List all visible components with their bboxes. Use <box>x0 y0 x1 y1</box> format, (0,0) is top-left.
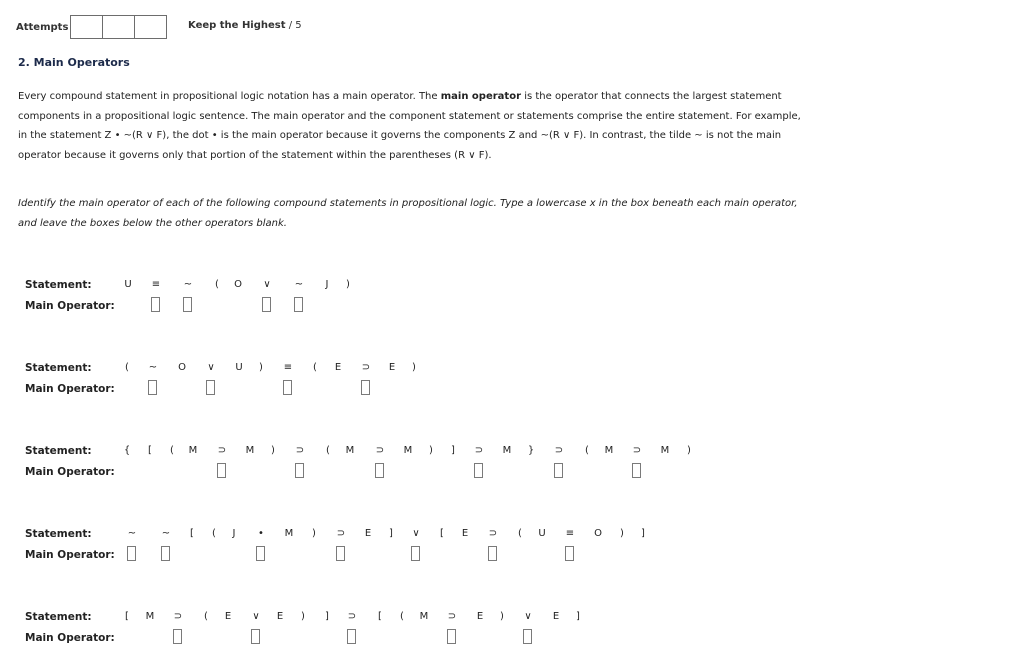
operator-answer-box[interactable] <box>632 463 641 478</box>
statement-symbol: ( <box>313 362 317 373</box>
statement-symbol: ≡ <box>151 279 161 290</box>
statement-label: Statement: <box>25 362 92 374</box>
statement-symbol: ⊃ <box>217 445 227 456</box>
operator-answer-box[interactable] <box>523 629 532 644</box>
statement-symbol: ] <box>325 611 329 622</box>
statement-symbol: M <box>419 611 429 622</box>
attempt-box-3 <box>134 15 167 39</box>
statement-label: Statement: <box>25 279 92 291</box>
statement-symbol: E <box>552 611 560 622</box>
main-operator-label: Main Operator: <box>25 549 115 561</box>
statement-symbol: ) <box>271 445 275 456</box>
statement-symbol: M <box>188 445 198 456</box>
statement-symbol: ) <box>259 362 263 373</box>
operator-answer-box[interactable] <box>295 463 304 478</box>
statement-symbol: J <box>325 279 329 290</box>
statement-symbol: M <box>403 445 413 456</box>
statement-symbol: ( <box>518 528 522 539</box>
attempts-policy-label: Keep the Highest <box>188 20 286 31</box>
statement-label: Statement: <box>25 445 92 457</box>
statement-symbol: ( <box>585 445 589 456</box>
statement-symbol: M <box>345 445 355 456</box>
statement-symbol: ( <box>170 445 174 456</box>
statement-symbol: ) <box>301 611 305 622</box>
statement-symbol: ~ <box>148 362 158 373</box>
statement-symbol: M <box>145 611 155 622</box>
statement-symbol: ∨ <box>252 611 260 622</box>
operator-answer-box[interactable] <box>447 629 456 644</box>
statement-symbol: ) <box>412 362 416 373</box>
intro-text-2: is the operator that connects the largest statement components in a propositional logic sentence. The main operator and the component statement or statements comprise the entire statement. For example, in the statement Z • ~(R ∨ F), the dot • is the main operator because it governs the components Z and ~(R ∨ F). In contrast, the tilde ~ is not the main operator because it governs only that portion of the statement within the parentheses (R ∨ F). <box>18 91 801 161</box>
statement-label: Statement: <box>25 528 92 540</box>
statement-symbol: ) <box>346 279 350 290</box>
statement-symbol: O <box>234 279 242 290</box>
statement-symbol: [ <box>190 528 194 539</box>
statement-symbol: M <box>604 445 614 456</box>
operator-answer-box[interactable] <box>361 380 370 395</box>
statement-symbol: { <box>123 445 131 456</box>
statement-symbol: ( <box>125 362 129 373</box>
operator-answer-box[interactable] <box>148 380 157 395</box>
statement-symbol: ( <box>212 528 216 539</box>
operator-answer-box[interactable] <box>217 463 226 478</box>
main-operator-label: Main Operator: <box>25 466 115 478</box>
statement-symbol: [ <box>148 445 152 456</box>
section-title: 2. Main Operators <box>18 56 130 69</box>
statement-symbol: ⊃ <box>295 445 305 456</box>
statement-symbol: ⊃ <box>375 445 385 456</box>
operator-answer-box[interactable] <box>173 629 182 644</box>
statement-symbol: ( <box>204 611 208 622</box>
statement-symbol: ∨ <box>412 528 420 539</box>
statement-symbol: E <box>461 528 469 539</box>
statement-symbol: M <box>284 528 294 539</box>
statement-symbol: ] <box>576 611 580 622</box>
attempts-policy-score: / 5 <box>285 20 302 31</box>
statement-symbol: ) <box>620 528 624 539</box>
attempts-tracker <box>16 15 167 39</box>
statement-symbol: ~ <box>127 528 137 539</box>
statement-symbol: ⊃ <box>554 445 564 456</box>
operator-answer-box[interactable] <box>256 546 265 561</box>
statement-symbol: ) <box>312 528 316 539</box>
statement-symbol: E <box>364 528 372 539</box>
statement-symbol: E <box>334 362 342 373</box>
operator-answer-box[interactable] <box>565 546 574 561</box>
statement-symbol: ⊃ <box>474 445 484 456</box>
statement-symbol: E <box>388 362 396 373</box>
attempt-box-2 <box>102 15 135 39</box>
operator-answer-box[interactable] <box>251 629 260 644</box>
operator-answer-box[interactable] <box>294 297 303 312</box>
main-operator-label: Main Operator: <box>25 300 115 312</box>
main-operator-label: Main Operator: <box>25 632 115 644</box>
operator-answer-box[interactable] <box>262 297 271 312</box>
statement-symbol: M <box>245 445 255 456</box>
statement-symbol: ∨ <box>207 362 215 373</box>
intro-paragraph <box>18 87 808 165</box>
statement-symbol: E <box>476 611 484 622</box>
statement-symbol: U <box>235 362 243 373</box>
statement-symbol: ⊃ <box>336 528 346 539</box>
statement-symbol: ≡ <box>283 362 293 373</box>
statement-symbol: O <box>594 528 602 539</box>
statement-symbol: U <box>124 279 132 290</box>
operator-answer-box[interactable] <box>183 297 192 312</box>
statement-symbol: ) <box>429 445 433 456</box>
operator-answer-box[interactable] <box>474 463 483 478</box>
main-operator-label: Main Operator: <box>25 383 115 395</box>
statement-symbol: U <box>538 528 546 539</box>
statement-symbol: ⊃ <box>447 611 457 622</box>
operator-answer-box[interactable] <box>336 546 345 561</box>
operator-answer-box[interactable] <box>127 546 136 561</box>
statement-symbol: J <box>232 528 236 539</box>
statement-symbol: O <box>178 362 186 373</box>
statement-symbol: ⊃ <box>173 611 183 622</box>
intro-bold-term: main operator <box>440 91 522 102</box>
statement-symbol: M <box>502 445 512 456</box>
statement-symbol: M <box>660 445 670 456</box>
statement-symbol: ] <box>641 528 645 539</box>
operator-answer-box[interactable] <box>554 463 563 478</box>
statement-symbol: ] <box>451 445 455 456</box>
operator-answer-box[interactable] <box>206 380 215 395</box>
operator-answer-box[interactable] <box>411 546 420 561</box>
statement-symbol: [ <box>125 611 129 622</box>
statement-symbol: ⊃ <box>632 445 642 456</box>
statement-label: Statement: <box>25 611 92 623</box>
statement-symbol: ( <box>326 445 330 456</box>
attempt-box-1 <box>70 15 103 39</box>
statement-symbol: ) <box>500 611 504 622</box>
statement-symbol: ⊃ <box>361 362 371 373</box>
attempts-policy <box>188 20 302 31</box>
statement-symbol: ) <box>687 445 691 456</box>
operator-answer-box[interactable] <box>347 629 356 644</box>
statement-symbol: ⊃ <box>347 611 357 622</box>
attempts-label: Attempts <box>16 21 69 33</box>
statement-symbol: E <box>224 611 232 622</box>
statement-symbol: ∨ <box>524 611 532 622</box>
statement-symbol: ( <box>400 611 404 622</box>
operator-answer-box[interactable] <box>375 463 384 478</box>
operator-answer-box[interactable] <box>151 297 160 312</box>
statement-symbol: ≡ <box>565 528 575 539</box>
statement-symbol: ~ <box>183 279 193 290</box>
operator-answer-box[interactable] <box>161 546 170 561</box>
operator-answer-box[interactable] <box>283 380 292 395</box>
statement-symbol: [ <box>440 528 444 539</box>
statement-symbol: ⊃ <box>488 528 498 539</box>
instructions: Identify the main operator of each of the following compound statements in propositional logic. Type a lowercase x in the box beneath each main operator, and leave the boxes below the other operators blank. <box>18 198 798 229</box>
statement-symbol: ~ <box>161 528 171 539</box>
statement-symbol: ∨ <box>263 279 271 290</box>
intro-text-1: Every compound statement in propositional logic notation has a main operator. The <box>18 91 441 102</box>
operator-answer-box[interactable] <box>488 546 497 561</box>
statement-symbol: E <box>276 611 284 622</box>
statement-symbol: ] <box>389 528 393 539</box>
statement-symbol: [ <box>378 611 382 622</box>
statement-symbol: } <box>527 445 535 456</box>
statement-symbol: ( <box>215 279 219 290</box>
statement-symbol: • <box>258 528 264 539</box>
statement-symbol: ~ <box>294 279 304 290</box>
